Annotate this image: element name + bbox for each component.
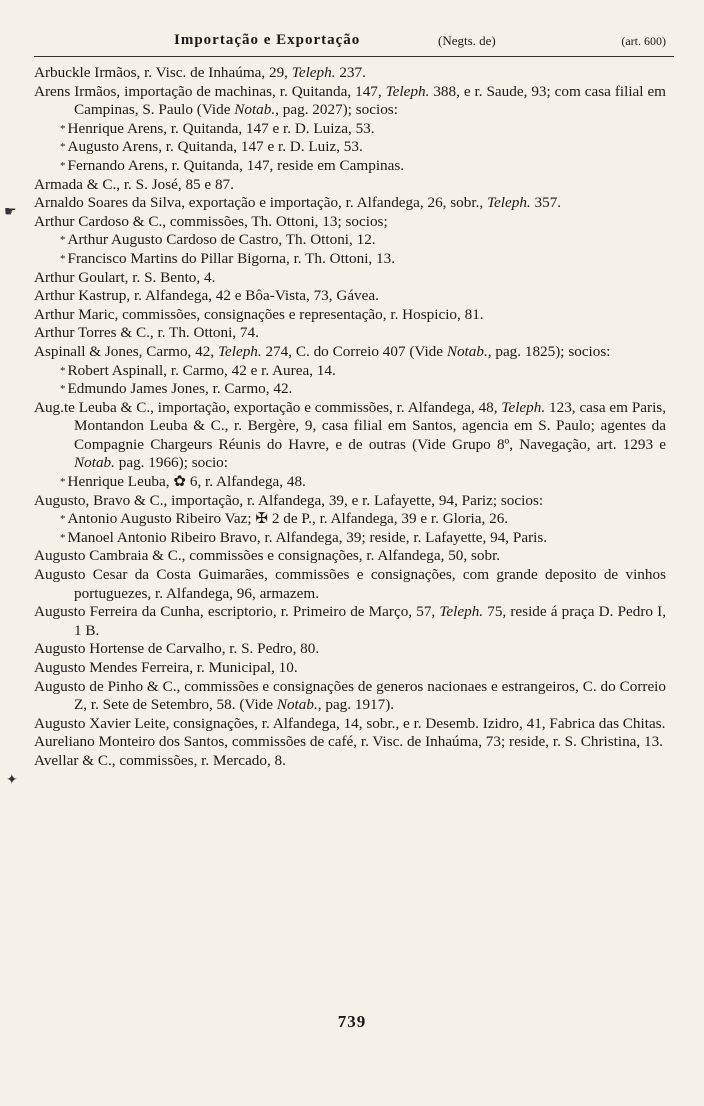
margin-arrow-mark: ✦ [6,772,18,788]
firm-entry [34,678,666,715]
entry-text: Arthur Torres & C., r. Th. Ottoni, 74. [34,324,259,342]
asterisk-mark-icon: * [60,476,66,489]
firm-entry [34,176,666,195]
entry-text: pag. 1966); socio: [114,454,228,472]
page-number: 739 [337,1012,367,1031]
partner-entry [34,120,666,139]
entry-text: 75, reside á praça D. Pedro I, 1 B. [74,603,666,639]
asterisk-mark-icon: * [60,531,66,544]
firm-entry [34,213,666,232]
firm-entry [34,194,666,213]
entry-text: Augusto Cambraia & C., commissões e consignações, r. Alfandega, 50, sobr. [34,547,501,565]
italic-reference: Teleph. [501,398,546,416]
entry-text: Arthur Cardoso & C., commissões, Th. Ottoni, 13; socios; [34,212,388,230]
partner-entry [34,529,666,548]
margin-arrow-mark: ☛ [4,204,17,220]
italic-reference: Teleph. [486,194,531,212]
firm-entry [34,83,666,120]
entry-text: Aug.te Leuba & C., importação, exportação e commissões, r. Alfandega, 48, [34,398,502,416]
entry-text: 388, e r. Saude, 93; com casa filial em Campinas, S. Paulo (Vide [74,82,666,119]
firm-entry [34,566,666,603]
entry-text: Arbuckle Irmãos, r. Visc. de Inhaúma, 29, [34,64,292,81]
firm-entry [34,640,666,659]
firm-entry [34,659,666,678]
entry-text: 237. [335,64,366,81]
entry-text: Henrique Arens, r. Quitanda, 147 e r. D. Luiza, 53. [67,119,375,137]
entry-text: Fernando Arens, r. Quitanda, 147, reside em Campinas. [67,156,405,174]
entry-text: Antonio Augusto Ribeiro Vaz; ✠ 2 de P., r. Alfandega, 39 e r. Gloria, 26. [67,510,509,528]
entry-text: Aureliano Monteiro dos Santos, commissões de café, r. Visc. de Inhaúma, 73; reside, r. S. Christina, 13. [34,733,663,751]
directory-entries [34,64,666,771]
header-article-ref: (art. 600) [621,34,666,48]
running-header [34,28,674,57]
firm-entry [34,399,666,473]
entry-text: , pag. 1825); socios: [487,342,611,360]
firm-entry [34,287,666,306]
header-subtitle: (Negts. de) [438,33,496,48]
entry-text: Augusto Arens, r. Quitanda, 147 e r. D. Luiz, 53. [67,138,363,156]
entry-text: Augusto Hortense de Carvalho, r. S. Pedro, 80. [34,640,320,658]
entry-text: Avellar & C., commissões, r. Mercado, 8. [34,751,286,769]
entry-text: Augusto Ferreira da Cunha, escriptorio, r. Primeiro de Março, 57, [34,603,440,621]
entry-text: Arens Irmãos, importação de machinas, r. Quitanda, 147, [34,82,386,100]
firm-entry [34,324,666,343]
asterisk-mark-icon: * [60,122,66,135]
firm-entry [34,492,666,511]
asterisk-mark-icon: * [60,513,66,526]
firm-entry [34,306,666,325]
italic-reference: Notab. [276,696,318,714]
entry-text: Augusto Mendes Ferreira, r. Municipal, 10. [34,659,298,676]
entry-text: Francisco Martins do Pillar Bigorna, r. Th. Ottoni, 13. [67,249,395,267]
firm-entry [34,547,666,566]
entry-text: Arnaldo Soares da Silva, exportação e importação, r. Alfandega, 26, sobr., [34,194,487,212]
entry-text: Robert Aspinall, r. Carmo, 42 e r. Aurea, 14. [67,361,336,379]
entry-text: Augusto Cesar da Costa Guimarães, commissões e consignações, com grande deposito de vinhos portuguezes, r. Alfandega, 96, armazem. [34,566,666,602]
entry-text: Augusto de Pinho & C., commissões e consignações de generos nacionaes e estrangeiros, C. do Correio Z, r. Sete de Setembro, 58. (Vide [34,677,666,714]
partner-entry [34,138,666,157]
entry-text: Augusto Xavier Leite, consignações, r. Alfandega, 14, sobr., e r. Desemb. Izidro, 41, Fabrica das Chitas. [34,714,666,732]
entry-text: Armada & C., r. S. José, 85 e 87. [34,175,234,193]
entry-text: 274, C. do Correio 407 (Vide [261,342,447,360]
asterisk-mark-icon: * [60,364,66,377]
firm-entry [34,752,666,771]
firm-entry [34,715,666,734]
entry-text: Henrique Leuba, ✿ 6, r. Alfandega, 48. [67,473,306,491]
italic-reference: Teleph. [291,64,336,81]
partner-entry [34,473,666,492]
entry-text: Aspinall & Jones, Carmo, 42, [34,342,218,360]
firm-entry [34,343,666,362]
partner-entry [34,362,666,381]
italic-reference: Notab. [446,342,488,360]
partner-entry [34,510,666,529]
entry-text: 123, casa em Paris, Montandon Leuba & C., r. Bergère, 9, casa filial em Santos, agencia em S. Paulo; agentes da Compagnie Chargeurs Réunis do Havre, e de outras (Vide Grupo 8º, Navegação, art. 1293 e [74,398,666,453]
asterisk-mark-icon: * [60,252,66,265]
partner-entry [34,380,666,399]
asterisk-mark-icon: * [60,159,66,172]
entry-text: Manoel Antonio Ribeiro Bravo, r. Alfandega, 39; reside, r. Lafayette, 94, Paris. [67,528,548,546]
partner-entry [34,157,666,176]
firm-entry [34,733,666,752]
entry-text: Arthur Kastrup, r. Alfandega, 42 e Bôa-Vista, 73, Gávea. [34,287,379,305]
asterisk-mark-icon: * [60,234,66,247]
header-title: Importação e Exportação [174,32,361,48]
entry-text: Edmundo James Jones, r. Carmo, 42. [67,380,293,398]
entry-text: Arthur Goulart, r. S. Bento, 4. [34,268,216,286]
italic-reference: Notab. [234,101,276,119]
entry-text: Arthur Augusto Cardoso de Castro, Th. Ottoni, 12. [67,231,376,249]
partner-entry [34,231,666,250]
entry-text: Augusto, Bravo & C., importação, r. Alfandega, 39, e r. Lafayette, 94, Pariz; socios: [34,491,544,509]
asterisk-mark-icon: * [60,141,66,154]
firm-entry [34,269,666,288]
entry-text: , pag. 2027); socios: [275,101,398,119]
italic-reference: Teleph. [439,603,484,621]
entry-text: , pag. 1917). [317,696,395,714]
partner-entry [34,250,666,269]
entry-text: 357. [530,194,562,212]
italic-reference: Teleph. [385,82,430,100]
entry-text: Arthur Maric, commissões, consignações e representação, r. Hospicio, 81. [34,305,484,323]
asterisk-mark-icon: * [60,383,66,396]
italic-reference: Teleph. [217,342,262,360]
firm-entry [34,64,666,83]
italic-reference: Notab. [74,454,115,472]
firm-entry [34,603,666,640]
